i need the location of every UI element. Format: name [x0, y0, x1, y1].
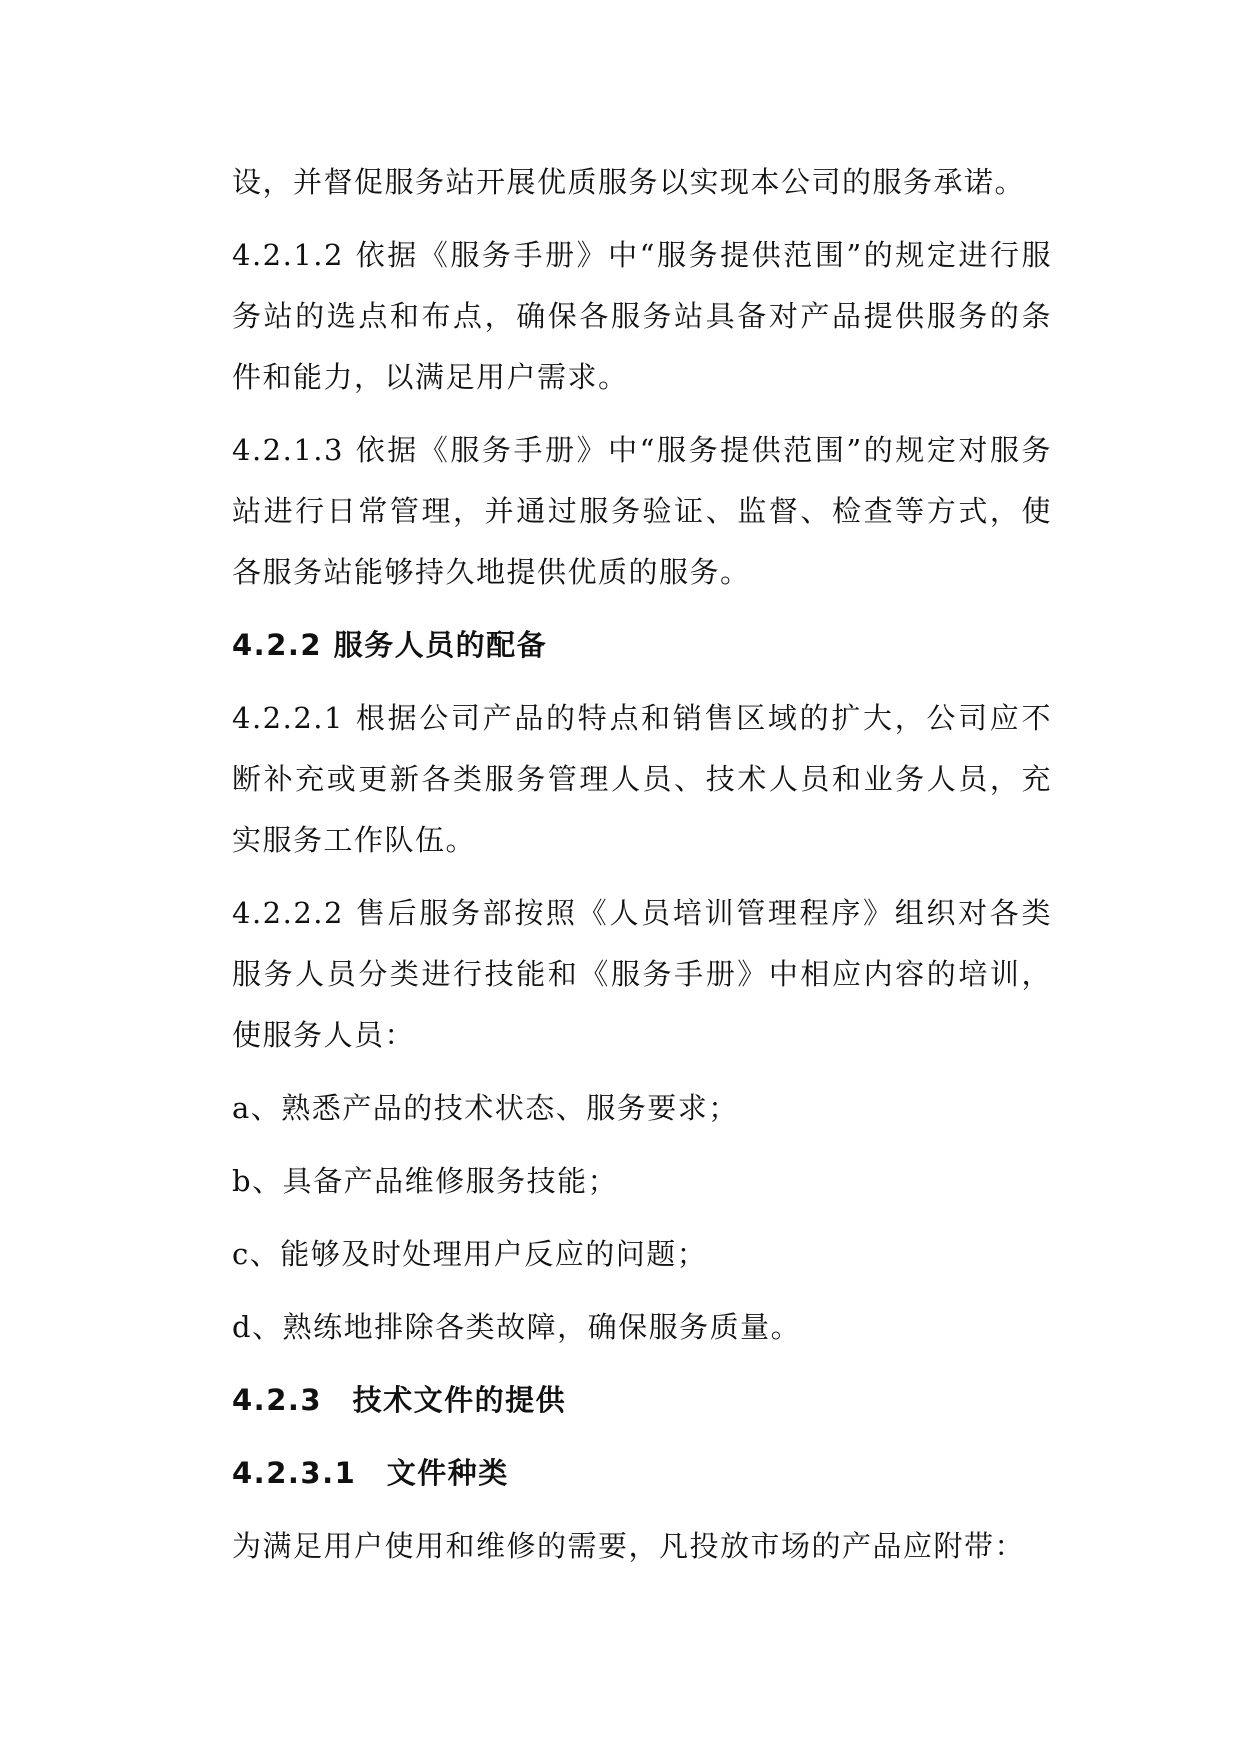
paragraph-continuation: 设，并督促服务站开展优质服务以实现本公司的服务承诺。 [232, 165, 1026, 199]
list-item-b: b、具备产品维修服务技能； [232, 1164, 619, 1198]
paragraph-4-2-1-2: 4.2.1.2 依据《服务手册》中“服务提供范围”的规定进行服务站的选点和布点，确保各服务站具备对产品提供服务的条件和能力，以满足用户需求。 [232, 238, 1052, 394]
paragraph-4-2-2-1: 4.2.2.1 根据公司产品的特点和销售区域的扩大，公司应不断补充或更新各类服务管理人员、技术人员和业务人员，充实服务工作队伍。 [232, 701, 1052, 857]
paragraph-4-2-1-3: 4.2.1.3 依据《服务手册》中“服务提供范围”的规定对服务站进行日常管理，并通过服务验证、监督、检查等方式，使各服务站能够持久地提供优质的服务。 [232, 433, 1052, 589]
paragraph-file-intro: 为满足用户使用和维修的需要，凡投放市场的产品应附带： [232, 1529, 1026, 1563]
list-item-d: d、熟练地排除各类故障，确保服务质量。 [232, 1310, 802, 1344]
paragraph-4-2-2-2: 4.2.2.2 售后服务部按照《人员培训管理程序》组织对各类服务人员分类进行技能和《服务手册》中相应内容的培训，使服务人员： [232, 896, 1052, 1052]
list-item-a: a、熟悉产品的技术状态、服务要求； [232, 1091, 739, 1125]
section-heading-4-2-2: 4.2.2 服务人员的配备 [232, 628, 548, 662]
list-item-c: c、能够及时处理用户反应的问题； [232, 1237, 708, 1271]
section-heading-4-2-3: 4.2.3 技术文件的提供 [232, 1383, 567, 1417]
document-body [232, 152, 1052, 1589]
section-heading-4-2-3-1: 4.2.3.1 文件种类 [232, 1456, 509, 1490]
